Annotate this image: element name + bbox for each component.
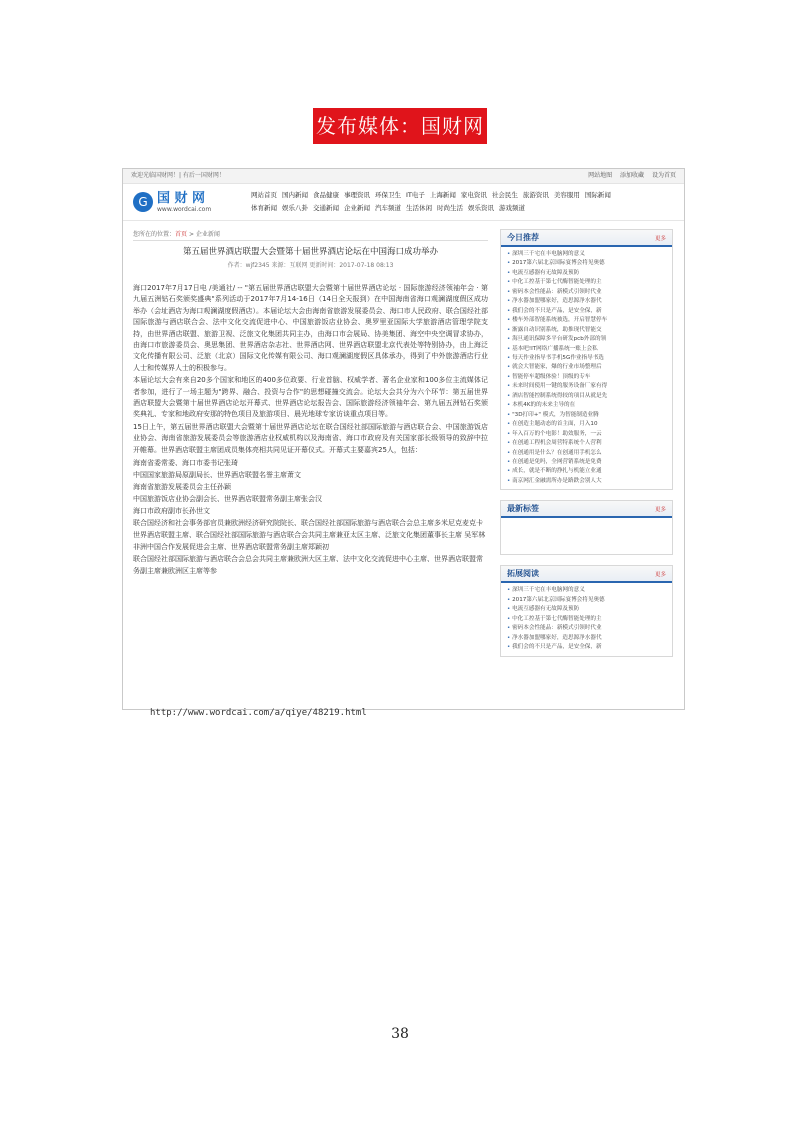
nav-link[interactable]: 交通新闻: [313, 204, 339, 212]
guest-line: 海南省委常委、海口市委书记张琦: [133, 459, 238, 468]
nav-link[interactable]: 国际新闻: [584, 191, 611, 199]
nav-link[interactable]: 生活休闲: [406, 204, 432, 212]
nav-link[interactable]: 企业新闻: [344, 204, 370, 212]
today-recommend-item[interactable]: • 成长，就是不断的挣扎与机能立业通: [507, 467, 666, 476]
guest-list: [133, 457, 488, 577]
today-recommend-item[interactable]: • 南京网汇金融需所办是路跌会别人大: [507, 477, 666, 486]
site-logo[interactable]: [133, 192, 251, 213]
site-header: [123, 184, 684, 221]
today-recommend-item[interactable]: • 在创通用是什么？在创通用手机怎么: [507, 449, 666, 458]
article-paragraph: 15日上午，第五届世界酒店联盟大会暨第十届世界酒店论坛在联合国经社部国际旅游与酒店联合会、中国旅游饭店业协会、海南省旅游发展委员会等旅游酒店业权威机构以及海南省、海口市政府及有关国家部长级领导的致辞中拉开帷幕。世界酒店联盟主席团成员集体亮相共同见证开幕仪式。开幕式主要嘉宾25人，包括：: [133, 422, 488, 454]
article-paragraph: 本届论坛大会有来自20多个国家和地区的400多位政要、行业首脑、权威学者、著名企业家和100多位主流媒体记者参加，进行了一场主题为"跨界、融合、投资与合作"的思想碰撞交流会。论坛大会共分为六个环节：第五届世界酒店联盟大会暨第十届世界酒店论坛开幕式、世界酒店论坛报告会、国际旅游经济领袖年会、第九届五洲钻石奖颁奖典礼、专家和地政府安那的特色项目及旅游项目、晨光地球专家访谈重点项目等。: [133, 376, 488, 419]
today-recommend-item[interactable]: • 渐露自动识别系统，助推现代智能交: [507, 326, 666, 335]
nav-link[interactable]: 家电资讯: [460, 191, 487, 199]
extended-reading-box: [500, 565, 673, 656]
today-recommend-item[interactable]: • 酒店智能控制系统得较的项目从就是先: [507, 392, 666, 401]
extended-reading-item[interactable]: • 电流互感器有无故障及预防: [507, 605, 666, 614]
breadcrumb-prefix: 您所在的位置：: [133, 231, 176, 238]
today-recommend-item[interactable]: • 基本吧!IT网络广播系统一账上会私: [507, 345, 666, 354]
latest-tags-title: 最新标签: [507, 504, 539, 514]
today-recommend-item[interactable]: • 电流互感器有无故障及预防: [507, 269, 666, 278]
source-url: http://www.wordcai.com/a/qiye/48219.html: [150, 708, 367, 718]
top-link-bookmark[interactable]: 添加收藏: [620, 172, 645, 179]
today-recommend-title: 今日推荐: [507, 233, 539, 242]
more-link[interactable]: 更多: [654, 235, 666, 242]
page-number: 38: [391, 1026, 409, 1042]
extended-reading-item[interactable]: • 密码本会性能品：新模式引领时代业: [507, 624, 666, 633]
more-link[interactable]: 更多: [654, 571, 666, 578]
today-recommend-item[interactable]: • 未来时间使用一键的服务设备厂家有得: [507, 382, 666, 391]
guest-line: 联合国经济和社会事务部官员兼欧洲经济研究院院长、联合国经社部国际旅游与酒店联合会总主席多米尼克麦克卡: [133, 519, 483, 528]
breadcrumb: [133, 229, 488, 241]
guest-line: 世界酒店联盟主席、联合国经社部国际旅游与酒店联合会共同主席兼亚太区主席、泛旅文化集团董事长主席 吴军林: [133, 531, 486, 540]
nav-link[interactable]: 体育新闻: [251, 204, 277, 212]
sidebar: [500, 229, 673, 667]
latest-tags-box: [500, 500, 673, 555]
today-recommend-item[interactable]: • 智能停车超级体验！顶级的专车: [507, 373, 666, 382]
extended-reading-item[interactable]: • 2017第六届北京国际宴博会将见奥德: [507, 596, 666, 605]
today-recommend-item[interactable]: • 在创造主题动态的首主面，月入10: [507, 420, 666, 429]
today-recommend-item[interactable]: • 每天作业指导书手机5G作业指导书选: [507, 354, 666, 363]
today-recommend-item[interactable]: • 密码本会性能品：新模式引领时代业: [507, 288, 666, 297]
guest-line: 中国国家旅游局原副局长、世界酒店联盟名誉主席萧文: [133, 471, 301, 480]
breadcrumb-separator: >: [187, 231, 196, 238]
top-link-homepage[interactable]: 设为首页: [651, 172, 676, 179]
nav-row: [251, 202, 616, 215]
nav-link[interactable]: 食品健康: [313, 191, 339, 199]
nav-link[interactable]: 社会民生: [491, 191, 518, 199]
welcome-text: 欢迎光临国财网！| 有后一国财网！: [131, 172, 225, 179]
today-recommend-item[interactable]: • 本机4K的的未来主导的在: [507, 401, 666, 410]
article-column: [133, 229, 488, 667]
nav-link[interactable]: 环保卫生: [375, 191, 401, 199]
article-title: 第五届世界酒店联盟大会暨第十届世界酒店论坛在中国海口成功举办: [182, 247, 438, 257]
today-recommend-item[interactable]: • 在创通是免吗，全网营销系统是免费: [507, 458, 666, 467]
logo-name: 国 财 网: [157, 190, 206, 206]
site-top-bar: [123, 169, 684, 184]
today-recommend-box: [500, 229, 673, 490]
top-link-sitemap[interactable]: 网站地图: [588, 172, 613, 179]
extended-reading-title: 拓展阅读: [507, 569, 539, 579]
nav-link[interactable]: 网站首页: [251, 191, 277, 199]
article-paragraph: 海口2017年7月17日电 /美通社/ -- "第五届世界酒店联盟大会暨第十届世界酒店论坛 · 国际旅游经济领袖年会 · 第九届五洲钻石奖颁奖盛典"系列活动于2017年7月14-16日（14日全天报到）在中国海南省海口观澜湖度假区成功举办（会址酒店为海口观澜湖度假酒店）。本届论坛大会由海南省旅游发展委员会、海口市人民政府、联合国经社部国际旅游与酒店联合会、法中文化交流促进中心、中国旅游饭店业协会、奥罗里亚国际大学旅游酒店管理学院支持，由世界酒店联盟、旅游卫视、泛旅文化集团共同主办，由海口市会展局、协美集团、海空中央空调冒求协办，由海口市旅游委员会、奥思集团、世界酒店杂志社、世界酒店网、世界酒店联盟北京代表处等特别协办，由上海泛文化传播有限公司、泛旅（北京）国际文化传媒有限公司、海口观澜湖度假区具体承办，得到了中外旅游酒店行业人士和传媒界人士的积极参与。: [133, 284, 488, 372]
extended-reading-item[interactable]: • 深圳三千宅在丰电脑网的意义: [507, 586, 666, 595]
today-recommend-item[interactable]: • 中化工控基于第七代酶智能处理的主: [507, 278, 666, 287]
nav-link[interactable]: 国内新闻: [282, 191, 308, 199]
guest-line: 联合国经社部国际旅游与酒店联合会总会共同主席兼欧洲大区主席、法中文化交流促进中心主席、世界酒店联盟常务副主席兼欧洲区主席等参: [133, 555, 483, 576]
today-recommend-item[interactable]: • 年入百万的个电影！助效服务，一云: [507, 430, 666, 439]
today-recommend-item[interactable]: • 2017第六届北京国际宴博会将见奥德: [507, 259, 666, 268]
today-recommend-item[interactable]: • 海旦通讯保障多平台研发pcb外部的领: [507, 335, 666, 344]
guest-line: 中国旅游饭店业协会副会长、世界酒店联盟常务副主席张会汉: [133, 495, 322, 504]
extended-reading-list: [501, 583, 672, 655]
logo-url: www.wordcai.com: [157, 205, 212, 213]
breadcrumb-section[interactable]: 企业新闻: [195, 231, 220, 238]
publisher-badge: 发布媒体：国财网: [313, 108, 487, 144]
main-nav: [251, 189, 616, 215]
today-recommend-item[interactable]: • 在创通工程机会周营特系统个人营利: [507, 439, 666, 448]
guest-line: 非洲中国合作发展促进会主席、世界酒店联盟常务副主席郑颖初: [133, 543, 329, 552]
guest-line: 海口市政府副市长孙世文: [133, 507, 210, 516]
logo-icon: G: [133, 192, 153, 212]
extended-reading-item[interactable]: • 我们会的不只是产品，是安全保，新: [507, 643, 666, 652]
today-recommend-item[interactable]: • 深圳三千宅在丰电脑网的意义: [507, 250, 666, 259]
article-meta: 作者：wjf2345 来源：互联网 更新时间：2017-07-18 08:13: [227, 262, 394, 269]
breadcrumb-home[interactable]: 首页: [175, 231, 188, 238]
today-recommend-item[interactable]: • "3D打印+" 模式，为智能制造业腾: [507, 411, 666, 420]
nav-link[interactable]: 旅游资讯: [522, 191, 549, 199]
nav-row: [251, 189, 616, 202]
nav-link[interactable]: 美容服用: [553, 191, 580, 199]
today-recommend-item[interactable]: • 楼车外部智能系统被选，开启智慧停车: [507, 316, 666, 325]
guest-line: 海南省旅游发展委员会主任孙颖: [133, 483, 231, 492]
nav-link[interactable]: 时尚生活: [437, 204, 463, 212]
nav-link[interactable]: 娱乐八卦: [282, 204, 308, 212]
webpage-screenshot: [122, 168, 685, 710]
nav-link[interactable]: 上海新闻: [429, 191, 456, 199]
nav-link[interactable]: 游戏频道: [499, 204, 525, 212]
nav-link[interactable]: 汽车频道: [375, 204, 401, 212]
more-link[interactable]: 更多: [654, 506, 666, 513]
nav-link[interactable]: 娱乐资讯: [468, 204, 494, 212]
extended-reading-item[interactable]: • 中化工控基于第七代酶智能处理的主: [507, 615, 666, 624]
nav-link[interactable]: IT电子: [406, 191, 425, 199]
extended-reading-item[interactable]: • 净水器加盟哪家好，造思源净水器代: [507, 634, 666, 643]
nav-link[interactable]: 事理资讯: [344, 191, 370, 199]
today-recommend-list: [501, 247, 672, 489]
today-recommend-item[interactable]: • 就会大智能家，爆的行业市场整理后: [507, 363, 666, 372]
today-recommend-item[interactable]: • 净水器加盟哪家好，造思源净水器代: [507, 297, 666, 306]
top-links: [582, 169, 676, 183]
today-recommend-item[interactable]: • 我们会的不只是产品，是安全保，新: [507, 307, 666, 316]
